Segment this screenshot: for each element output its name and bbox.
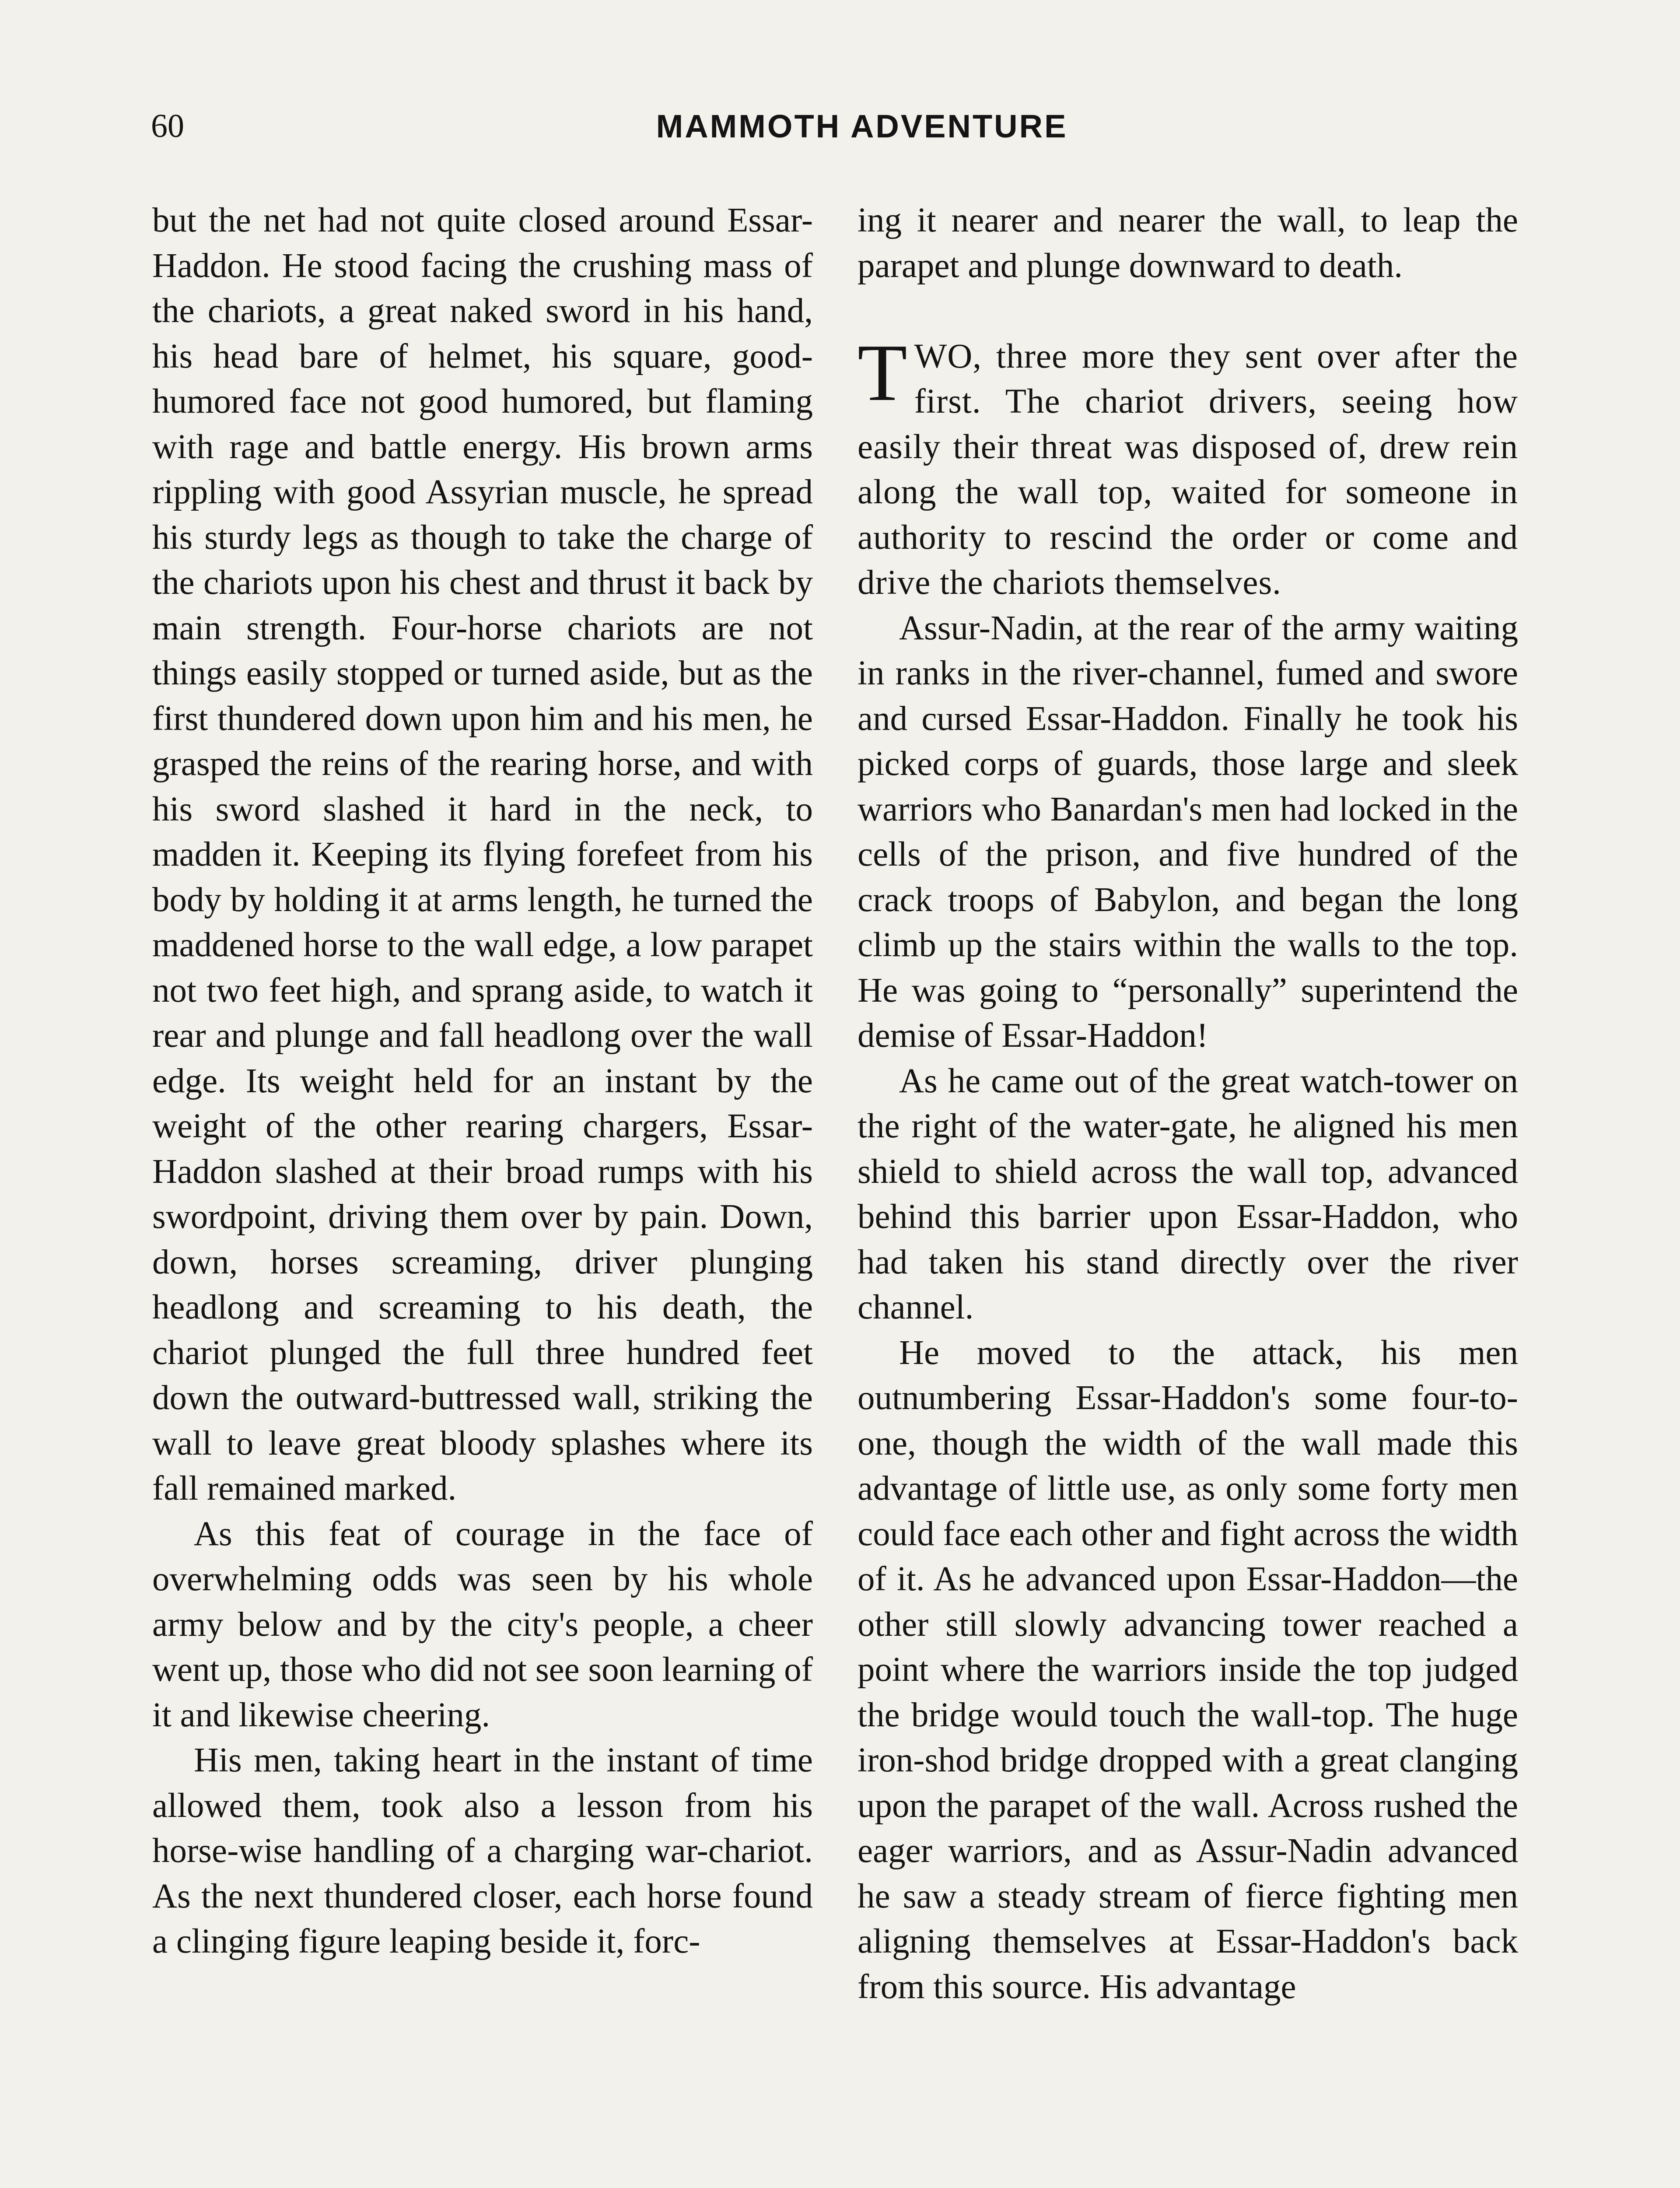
- right-text-column: [858, 198, 1518, 2009]
- paragraph: As he came out of the great watch-tower on the right of the water-gate, he aligned his men shield to shield across the wall top, advanced behind this barrier upon Essar-Haddon, who had taken his stand directly over the river channel.: [858, 1062, 1518, 1326]
- paragraph: Assur-Nadin, at the rear of the army waiting in ranks in the river-channel, fumed and swore and cursed Essar-Haddon. Finally he took his picked corps of guards, those large and sleek warriors who Banardan's men had locked in the cells of the prison, and five hundred of the crack troops of Babylon, and began the long climb up the stairs within the walls to the top. He was going to “personally” superintend the demise of Essar-Haddon!: [858, 609, 1518, 1055]
- paragraph: but the net had not quite closed around Essar-Haddon. He stood facing the crushing mass of the chariots, a great naked sword in his hand, his head bare of helmet, his square, good-humored face not good humored, but flaming with rage and battle energy. His brown arms rippling with good Assyrian muscle, he spread his sturdy legs as though to take the charge of the chariots upon his chest and thrust it back by main strength. Four-horse chariots are not things easily stopped or turned aside, but as the first thundered down upon him and his men, he grasped the reins of the rearing horse, and with his sword slashed it hard in the neck, to madden it. Keeping its flying forefeet from his body by holding it at arms length, he turned the maddened horse to the wall edge, a low parapet not two feet high, and sprang aside, to watch it rear and plunge and fall headlong over the wall edge. Its weight held for an instant by the weight of the other rearing chargers, Essar-Haddon slashed at their broad rumps with his swordpoint, driving them over by pain. Down, down, horses screaming, driver plunging headlong and screaming to his death, the chariot plunged the full three hundred feet down the outward-buttressed wall, striking the wall to leave great bloody splashes where its fall remained marked.: [152, 201, 813, 1508]
- left-text-column: [152, 198, 813, 1964]
- paragraph: ing it nearer and nearer the wall, to leap the parapet and plunge downward to death.: [858, 201, 1518, 285]
- drop-cap: T: [858, 327, 907, 418]
- page-number: 60: [151, 108, 184, 144]
- paragraph: As this feat of courage in the face of overwhelming odds was seen by his whole army below and by the city's people, a cheer went up, those who did not see soon learning of it and likewise cheering.: [152, 1515, 813, 1734]
- paragraph-text: WO, three more they sent over after the first. The chariot drivers, seeing how easily their threat was disposed of, drew rein along the wall top, waited for someone in authority to rescind the order or come and drive the chariots themselves.: [858, 337, 1518, 602]
- paragraph-with-dropcap: [858, 327, 1518, 606]
- running-title: MAMMOTH ADVENTURE: [656, 108, 1068, 144]
- paragraph: He moved to the attack, his men outnumbering Essar-Haddon's some four-to-one, though the width of the wall made this advantage of little use, as only some forty men could face each other and fight across the width of it. As he advanced upon Essar-Haddon—the other still slowly advancing tower reached a point where the warriors inside the top judged the bridge would touch the wall-top. The huge iron-shod bridge dropped with a great clanging upon the parapet of the wall. Across rushed the eager warriors, and as Assur-Nadin advanced he saw a steady stream of fierce fighting men aligning themselves at Essar-Haddon's back from this source. His advantage: [858, 1333, 1518, 2006]
- paragraph: His men, taking heart in the instant of time allowed them, took also a lesson from his horse-wise handling of a charging war-chariot. As the next thundered closer, each horse found a clinging figure leaping beside it, forc-: [152, 1741, 813, 1960]
